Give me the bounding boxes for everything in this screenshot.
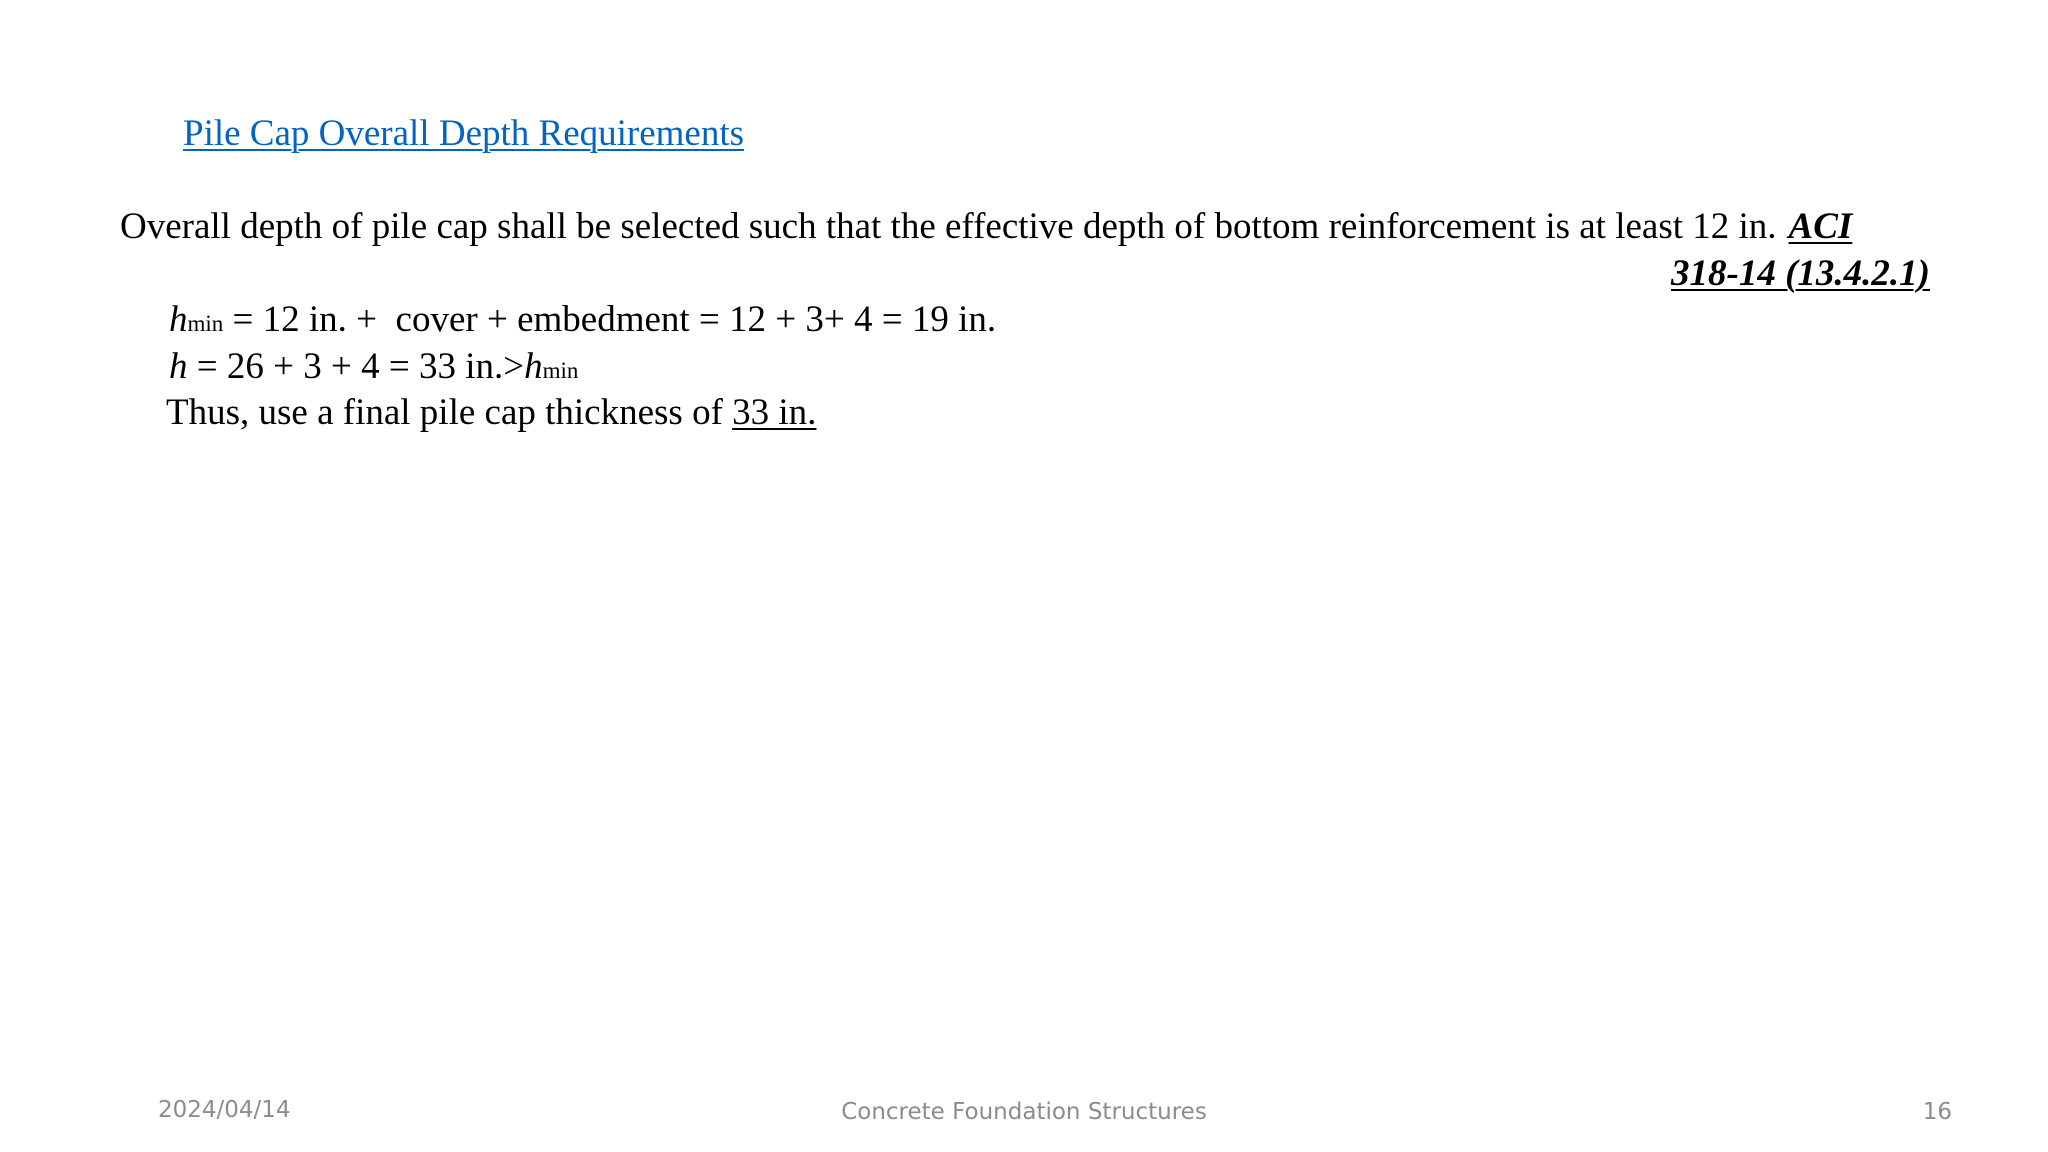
equation-variable-2: h: [524, 346, 543, 387]
equation-subscript-2: min: [542, 358, 579, 383]
slide-heading: Pile Cap Overall Depth Requirements: [183, 113, 745, 154]
code-reference-line2: [1671, 252, 1930, 295]
conclusion-line: [166, 391, 816, 434]
equation-variable: h: [169, 299, 188, 340]
code-reference-part2: 318-14 (13.4.2.1): [1671, 253, 1930, 294]
conclusion-value: 33 in.: [732, 392, 817, 433]
footer-page-number: 16: [1922, 1099, 1952, 1125]
requirement-text: Overall depth of pile cap shall be selected such that the effective depth of bottom reinforcement is at least 12 in.: [120, 206, 1777, 247]
footer-date: 2024/04/14: [158, 1097, 291, 1123]
requirement-paragraph: [120, 205, 1930, 248]
equation-hmin: [169, 298, 996, 341]
equation-expression: = 26 + 3 + 4 = 33 in.>: [187, 346, 525, 387]
equation-expression: = 12 in. + cover + embedment = 12 + 3+ 4 = 19 in.: [223, 299, 997, 340]
conclusion-text: Thus, use a final pile cap thickness of: [166, 392, 733, 433]
equation-h: [169, 345, 578, 388]
equation-subscript: min: [187, 311, 224, 336]
equation-variable: h: [169, 346, 188, 387]
code-reference-part1: ACI: [1788, 206, 1853, 247]
footer-title: Concrete Foundation Structures: [841, 1099, 1207, 1125]
